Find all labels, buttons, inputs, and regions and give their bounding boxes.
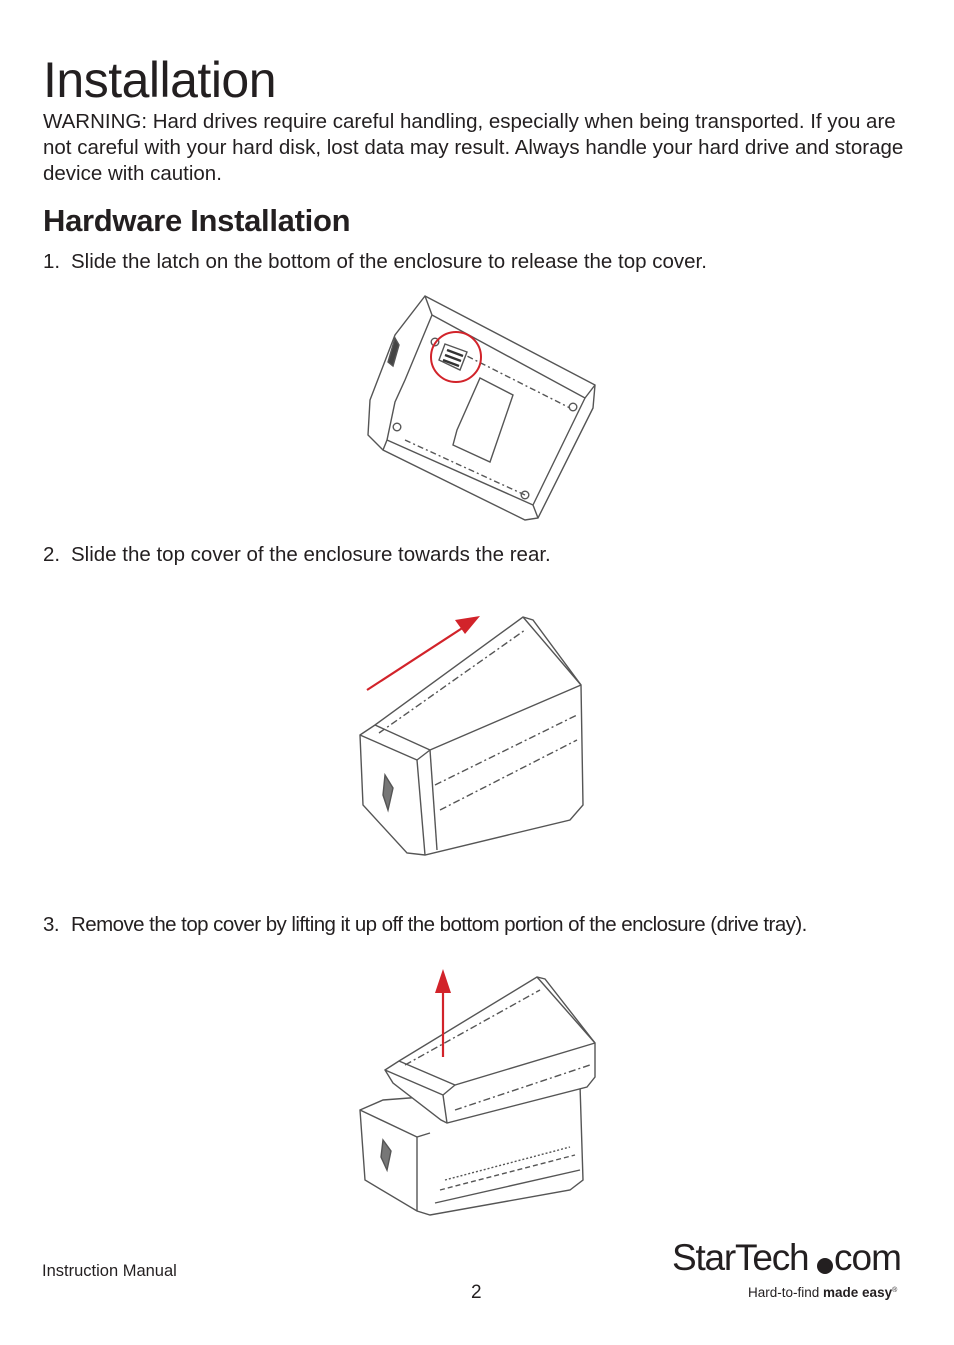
logo-wordmark-left: StarTech <box>672 1237 809 1278</box>
enclosure-slide-cover-illustration <box>355 610 605 865</box>
logo-registered-mark: ® <box>892 1287 898 1294</box>
section-heading: Hardware Installation <box>43 203 351 238</box>
enclosure-bottom-latch-illustration <box>355 290 605 525</box>
logo-tagline-regular: Hard-to-find <box>748 1285 824 1300</box>
page-number: 2 <box>471 1282 482 1303</box>
logo-tagline-bold: made easy <box>823 1285 893 1300</box>
step-2-number: 2. <box>43 543 61 566</box>
logo-tagline <box>748 1285 898 1300</box>
page-title: Installation <box>43 52 277 108</box>
step-1-text: Slide the latch on the bottom of the enclosure to release the top cover. <box>71 250 707 273</box>
footer-document-label: Instruction Manual <box>42 1262 177 1280</box>
step-1-number: 1. <box>43 250 61 273</box>
step-1 <box>43 249 707 275</box>
logo-wordmark-right: com <box>834 1237 901 1278</box>
step-2-text: Slide the top cover of the enclosure towards the rear. <box>71 543 551 566</box>
enclosure-lift-cover-illustration <box>355 965 605 1220</box>
step-3-number: 3. <box>43 913 59 936</box>
warning-paragraph: WARNING: Hard drives require careful handling, especially when being transported. If you are not careful with your hard disk, lost data may result. Always handle your hard drive and storage device with caution. <box>43 110 904 185</box>
startech-logo <box>670 1232 910 1302</box>
step-3 <box>43 912 807 938</box>
logo-dot-icon <box>817 1258 833 1274</box>
step-3-text: Remove the top cover by lifting it up off the bottom portion of the enclosure (drive tray). <box>71 913 807 936</box>
step-2 <box>43 542 551 568</box>
